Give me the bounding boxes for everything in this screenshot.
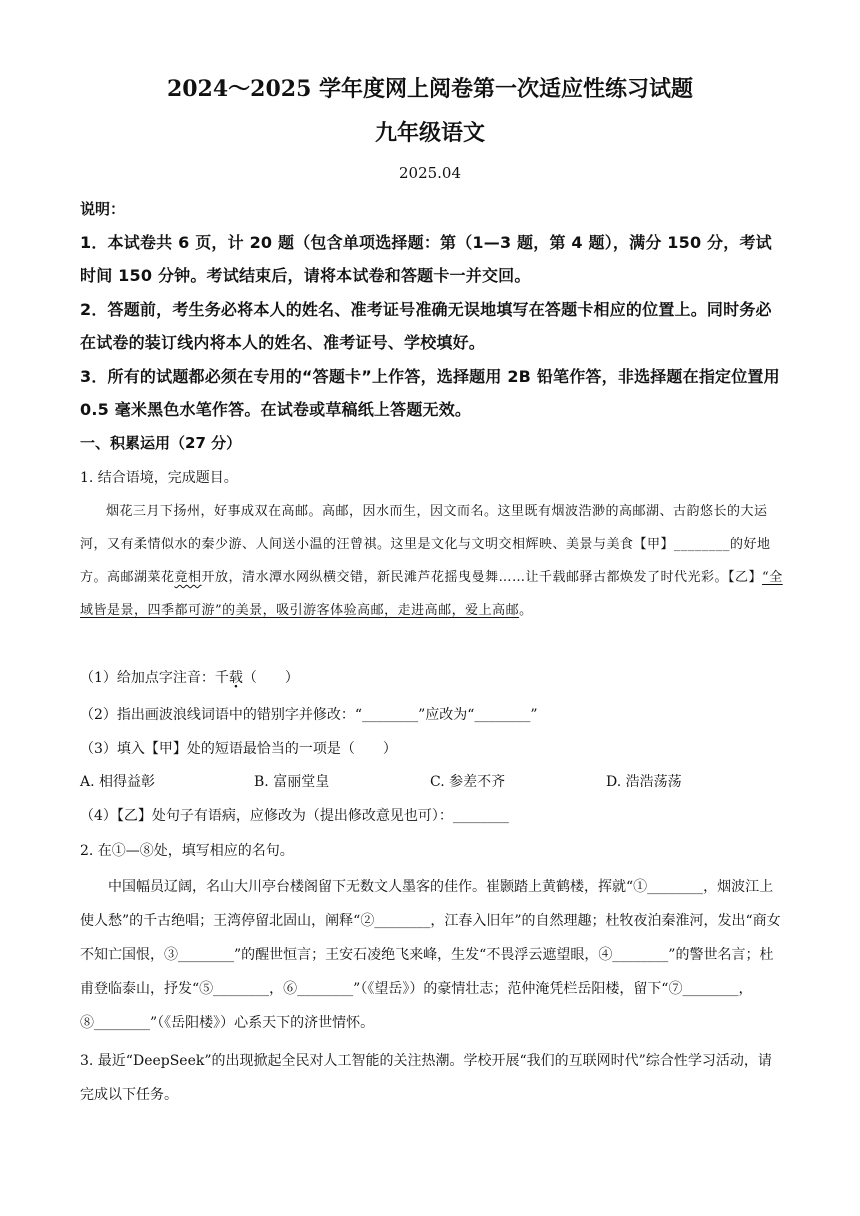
section-heading: 一、积累运用（27 分）: [80, 434, 242, 452]
passage-text-c: 开放，清水潭水网纵横交错，新民滩芦花摇曳曼舞……让千载邮驿古都焕发了时代光彩。【乙】: [201, 570, 763, 585]
wavy-underlined-word: 竟相: [174, 570, 202, 585]
sub-question-1-pre: （1）给加点字注音：千: [80, 670, 229, 686]
note-item-1: 1．本试卷共 6 页，计 20 题（包含单项选择题：第（1—3 题，第 4 题），满分 150 分，考试时间 150 分钟。考试结束后，请将本试卷和答题卡一并交回。: [80, 233, 772, 285]
dotted-char: 载: [228, 670, 243, 686]
sub-question-1-post: （ ）: [242, 670, 299, 686]
question-3-stem: 3. 最近“DeepSeek”的出现掀起全民对人工智能的关注热潮。学校开展“我们的互联网时代”综合性学习活动，请完成以下任务。: [80, 1053, 772, 1103]
passage-text-b: 的好地方。高邮湖菜花: [80, 537, 771, 585]
question-2-passage: 中国幅员辽阔，名山大川亭台楼阁留下无数文人墨客的佳作。崔颢踏上黄鹤楼，挥就“①________，烟波江上使人愁”的千古绝唱；王湾停留北固山，阐释“②________，江春入旧年”的自然理趣；杜牧夜泊秦淮河，发出“商女不知亡国恨，③________”的醒世恒言；王安石凌绝飞来峰，生发“不畏浮云遮望眼，④________”的警世名言；杜甫登临泰山，抒发“⑤________，⑥________”（《望岳》）的豪情壮志；范仲淹凭栏岳阳楼，留下“⑦________，⑧________”（《岳阳楼》）心系天下的济世情怀。: [80, 879, 781, 1031]
passage-end: 。: [519, 603, 533, 618]
sub-question-1: [80, 667, 784, 689]
option-a: A. 相得益彰: [80, 774, 156, 790]
sub-question-3: （3）填入【甲】处的短语最恰当的一项是（ ）: [80, 741, 397, 757]
choice-options: [80, 771, 784, 793]
option-c: C. 参差不齐: [430, 774, 506, 790]
exam-title: 2024～2025 学年度网上阅卷第一次适应性练习试题: [166, 76, 694, 102]
passage-text-a: 烟花三月下扬州，好事成双在高邮。高邮，因水而生，因文而名。这里既有烟波浩渺的高邮湖、古韵悠长的大运河，又有柔情似水的秦少游、人间送小温的汪曾祺。这里是文化与文明交相辉映、美景与美食【甲】: [80, 504, 768, 552]
question-1-stem: 1. 结合语境，完成题目。: [80, 470, 238, 486]
note-item-3: 3．所有的试题都必须在专用的“答题卡”上作答，选择题用 2B 铅笔作答，非选择题在指定位置用 0.5 毫米黑色水笔作答。在试卷或草稿纸上答题无效。: [80, 367, 780, 419]
question-2-stem: 2. 在①—⑧处，填写相应的名句。: [80, 843, 294, 859]
exam-subtitle: 九年级语文: [374, 120, 485, 146]
question-1-passage: [80, 495, 784, 627]
note-item-2: 2．答题前，考生务必将本人的姓名、准考证号准确无误地填写在答题卡相应的位置上。同时务必在试卷的装订线内将本人的姓名、准考证号、学校填好。: [80, 300, 772, 352]
exam-date: 2025.04: [398, 164, 462, 182]
sub-question-2: （2）指出画波浪线词语中的错别字并修改：“________”应改为“________”: [80, 707, 538, 723]
underlined-sentence-yi: “全域皆是景，四季都可游”的美景，吸引游客体验高邮，走进高邮，爱上高邮: [80, 570, 783, 618]
notes-label: 说明：: [80, 200, 126, 218]
blank-jia: ________: [674, 537, 731, 552]
option-d: D. 浩浩荡荡: [606, 774, 682, 790]
sub-question-4: （4）【乙】处句子有语病，应修改为（提出修改意见也可）：________: [80, 808, 509, 824]
option-b: B. 富丽堂皇: [254, 774, 330, 790]
